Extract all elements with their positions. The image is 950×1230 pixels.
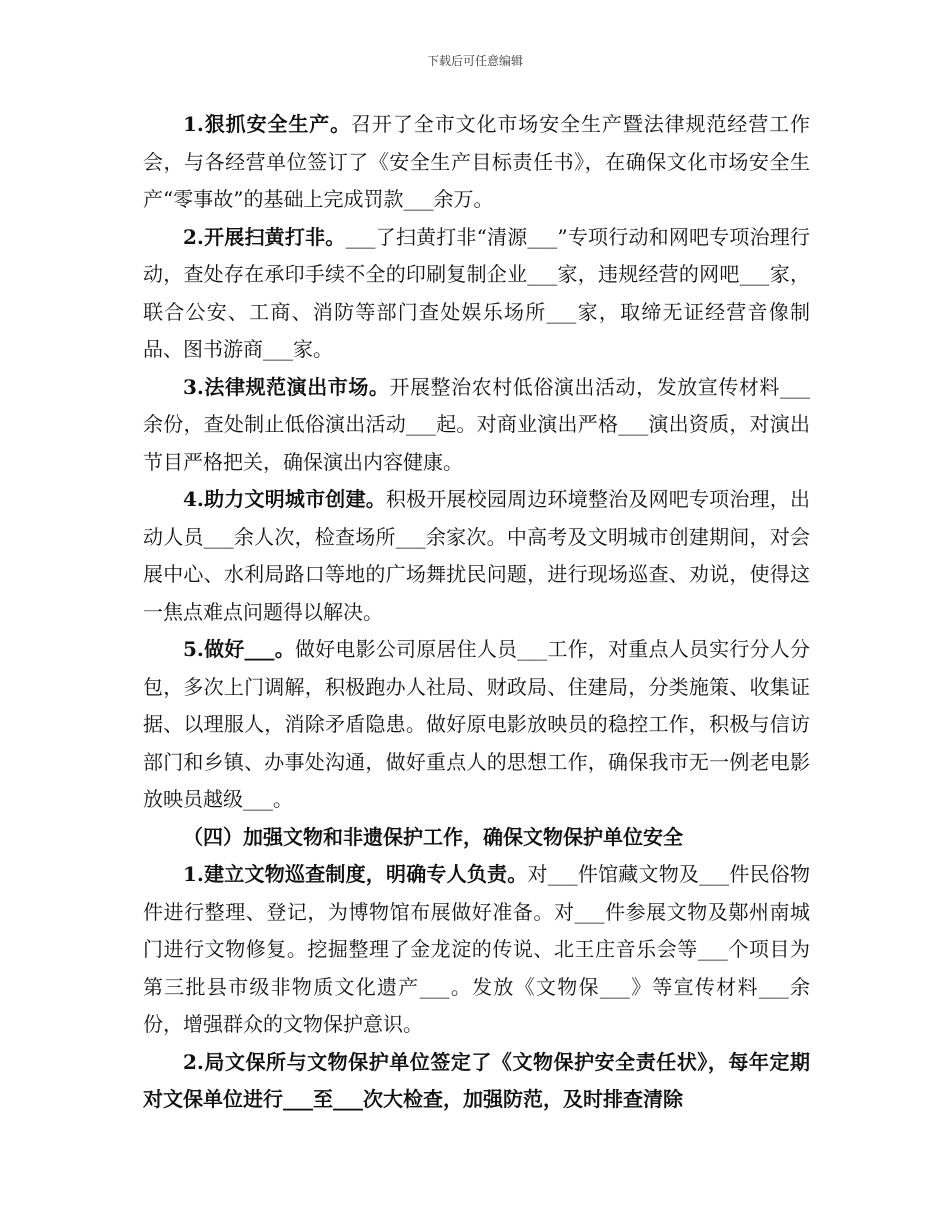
paragraph-body: ___了扫黄打非“清源___”专项行动和网吧专项治理行动，查处存在承印手续不全的印刷复制企业___家，违规经营的网吧___家，联合公安、工商、消防等部门查处娱乐场所___家，取缔无证经营音像制品、图书游商___家。 xyxy=(143,224,810,361)
paragraph-relic-patrol xyxy=(143,856,810,1044)
paragraph-do-well xyxy=(143,631,810,819)
paragraph-civilized-city xyxy=(143,481,810,631)
paragraph-lead: 5.做好___。 xyxy=(183,637,295,661)
paragraph-lead: 1.建立文物巡查制度，明确专人负责。 xyxy=(183,862,528,886)
paragraph-body: 做好电影公司原居住人员___工作，对重点人员实行分人分包，多次上门调解，积极跑办人社局、财政局、住建局，分类施策、收集证据、以理服人，消除矛盾隐患。做好原电影放映员的稳控工作，积极与信访部门和乡镇、办事处沟通，做好重点人的思想工作，确保我市无一例老电影放映员越级___。 xyxy=(143,637,810,811)
paragraph-anti-pornography xyxy=(143,219,810,369)
document-body xyxy=(143,106,810,1119)
section-heading: （四）加强文物和非遗保护工作，确保文物保护单位安全 xyxy=(183,824,683,849)
paragraph-lead: 3.法律规范演出市场。 xyxy=(183,374,390,399)
paragraph-body: 积极开展校园周边环境整治及网吧专项治理，出动人员___余人次，检查场所___余家次。中高考及文明城市创建期间，对会展中心、水利局路口等地的广场舞扰民问题，进行现场巡查、劝说，使得这一焦点难点问题得以解决。 xyxy=(143,487,810,624)
paragraph-body: 开展整治农村低俗演出活动，发放宣传材料___余份，查处制止低俗演出活动___起。对商业演出严格___演出资质，对演出节目严格把关，确保演出内容健康。 xyxy=(143,374,810,474)
paragraph-body: 召开了全市文化市场安全生产暨法律规范经营工作会，与各经营单位签订了《安全生产目标责任书》，在确保文化市场安全生产“零事故”的基础上完成罚款___余万。 xyxy=(143,112,811,211)
paragraph-performance-market xyxy=(143,369,810,482)
paragraph-lead: 1.狠抓安全生产。 xyxy=(183,112,352,136)
paragraph-relic-responsibility: 2.局文保所与文物保护单位签定了《文物保护安全责任状》，每年定期对文保单位进行___至___次大检查，加强防范，及时排查清除 xyxy=(143,1049,810,1111)
paragraph-lead: 4.助力文明城市创建。 xyxy=(183,487,386,511)
paragraph-body: 对___件馆藏文物及___件民俗物件进行整理、登记，为博物馆布展做好准备。对___件参展文物及鄚州南城门进行文物修复。挖掘整理了金龙淀的传说、北王庄音乐会等___个项目为第三批县市级非物质文化遗产___。发放《文物保___》等宣传材料___余份，增强群众的文物保护意识。 xyxy=(143,862,810,1036)
paragraph-safety-production xyxy=(143,106,810,219)
page-header-note: 下载后可任意编辑 xyxy=(426,54,523,68)
paragraph-lead: 2.开展扫黄打非。 xyxy=(183,224,346,249)
